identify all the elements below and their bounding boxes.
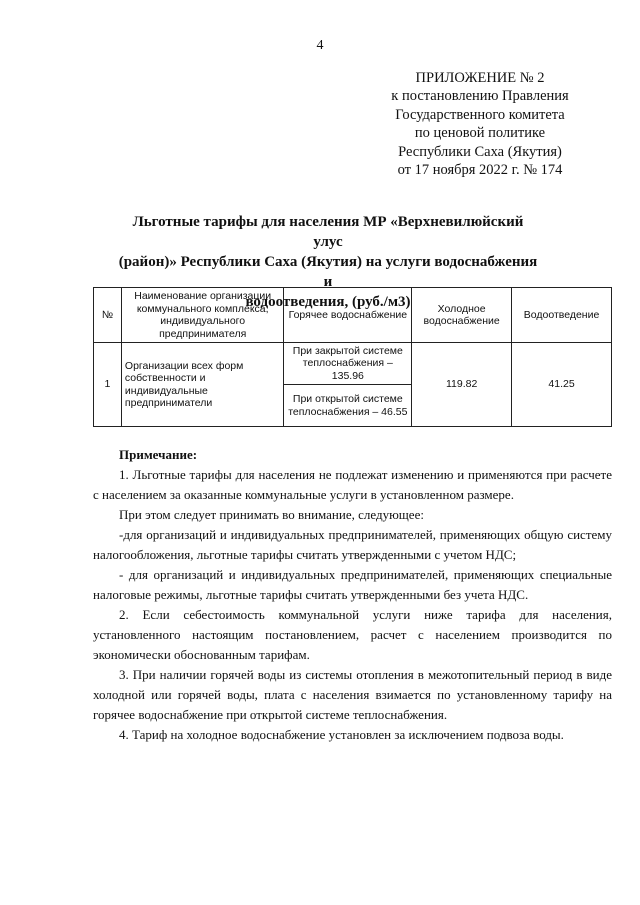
row-sewerage-tariff: 41.25 — [512, 343, 612, 427]
row-number: 1 — [94, 343, 122, 427]
page-number: 4 — [316, 38, 324, 53]
title-line: (район)» Республики Саха (Якутия) на услуги водоснабжения и — [118, 254, 538, 290]
title-line: Льготные тарифы для населения МР «Верхневилюйский улус — [132, 214, 524, 250]
notes-section — [93, 445, 612, 745]
header-number: № — [94, 288, 122, 343]
appendix-line: ПРИЛОЖЕНИЕ № 2 — [415, 70, 545, 86]
note-paragraph: -для организаций и индивидуальных предпринимателей, применяющих общую систему налогообложения, льготные тарифы считать утвержденными с учетом НДС; — [93, 527, 612, 562]
tariff-table — [93, 287, 612, 427]
appendix-line: Государственного комитета — [395, 106, 565, 123]
note-paragraph: 4. Тариф на холодное водоснабжение установлен за исключением подвоза воды. — [119, 727, 564, 742]
note-paragraph: - для организаций и индивидуальных предпринимателей, применяющих специальные налоговые режимы, льготные тарифы считать утвержденными без учета НДС. — [93, 567, 612, 602]
note-paragraph: При этом следует принимать во внимание, следующее: — [119, 507, 424, 522]
header-cold-water: Холодное водоснабжение — [412, 288, 512, 343]
title-line: водоотведения, (руб./м3) — [245, 294, 411, 310]
header-sewerage: Водоотведение — [512, 288, 612, 343]
appendix-header — [375, 69, 585, 179]
table-row — [94, 343, 612, 385]
table-header-row — [94, 288, 612, 343]
appendix-line: Республики Саха (Якутия) — [398, 143, 562, 160]
notes-title: Примечание: — [119, 447, 198, 462]
note-paragraph: 1. Льготные тарифы для населения не подлежат изменению и применяются при расчете с населением за оказанные коммунальные услуги в установленном размере. — [93, 467, 612, 502]
row-hot-open-system: При открытой системе теплоснабжения – 46.55 — [284, 385, 412, 427]
row-hot-closed-system: При закрытой системе теплоснабжения – 135.96 — [284, 343, 412, 385]
note-paragraph: 3. При наличии горячей воды из системы отопления в межотопительный период в виде холодной или горячей воды, плата с населения взимается по установленному тарифу на горячее водоснабжение при открытой системе теплоснабжения. — [93, 667, 612, 722]
header-organization: Наименование организации коммунального комплекса, индивидуального предпринимателя — [121, 288, 284, 343]
appendix-line: от 17 ноября 2022 г. № 174 — [397, 162, 563, 179]
row-organization: Организации всех форм собственности и индивидуальные предприниматели — [121, 343, 284, 427]
appendix-line: к постановлению Правления — [391, 88, 569, 105]
appendix-line: по ценовой политике — [414, 125, 546, 142]
note-paragraph: 2. Если себестоимость коммунальной услуги ниже тарифа для населения, установленного настоящим постановлением, расчет с населением производится по экономически обоснованным тарифам. — [93, 607, 612, 662]
header-hot-water: Горячее водоснабжение — [284, 288, 412, 343]
row-cold-water-tariff: 119.82 — [412, 343, 512, 427]
